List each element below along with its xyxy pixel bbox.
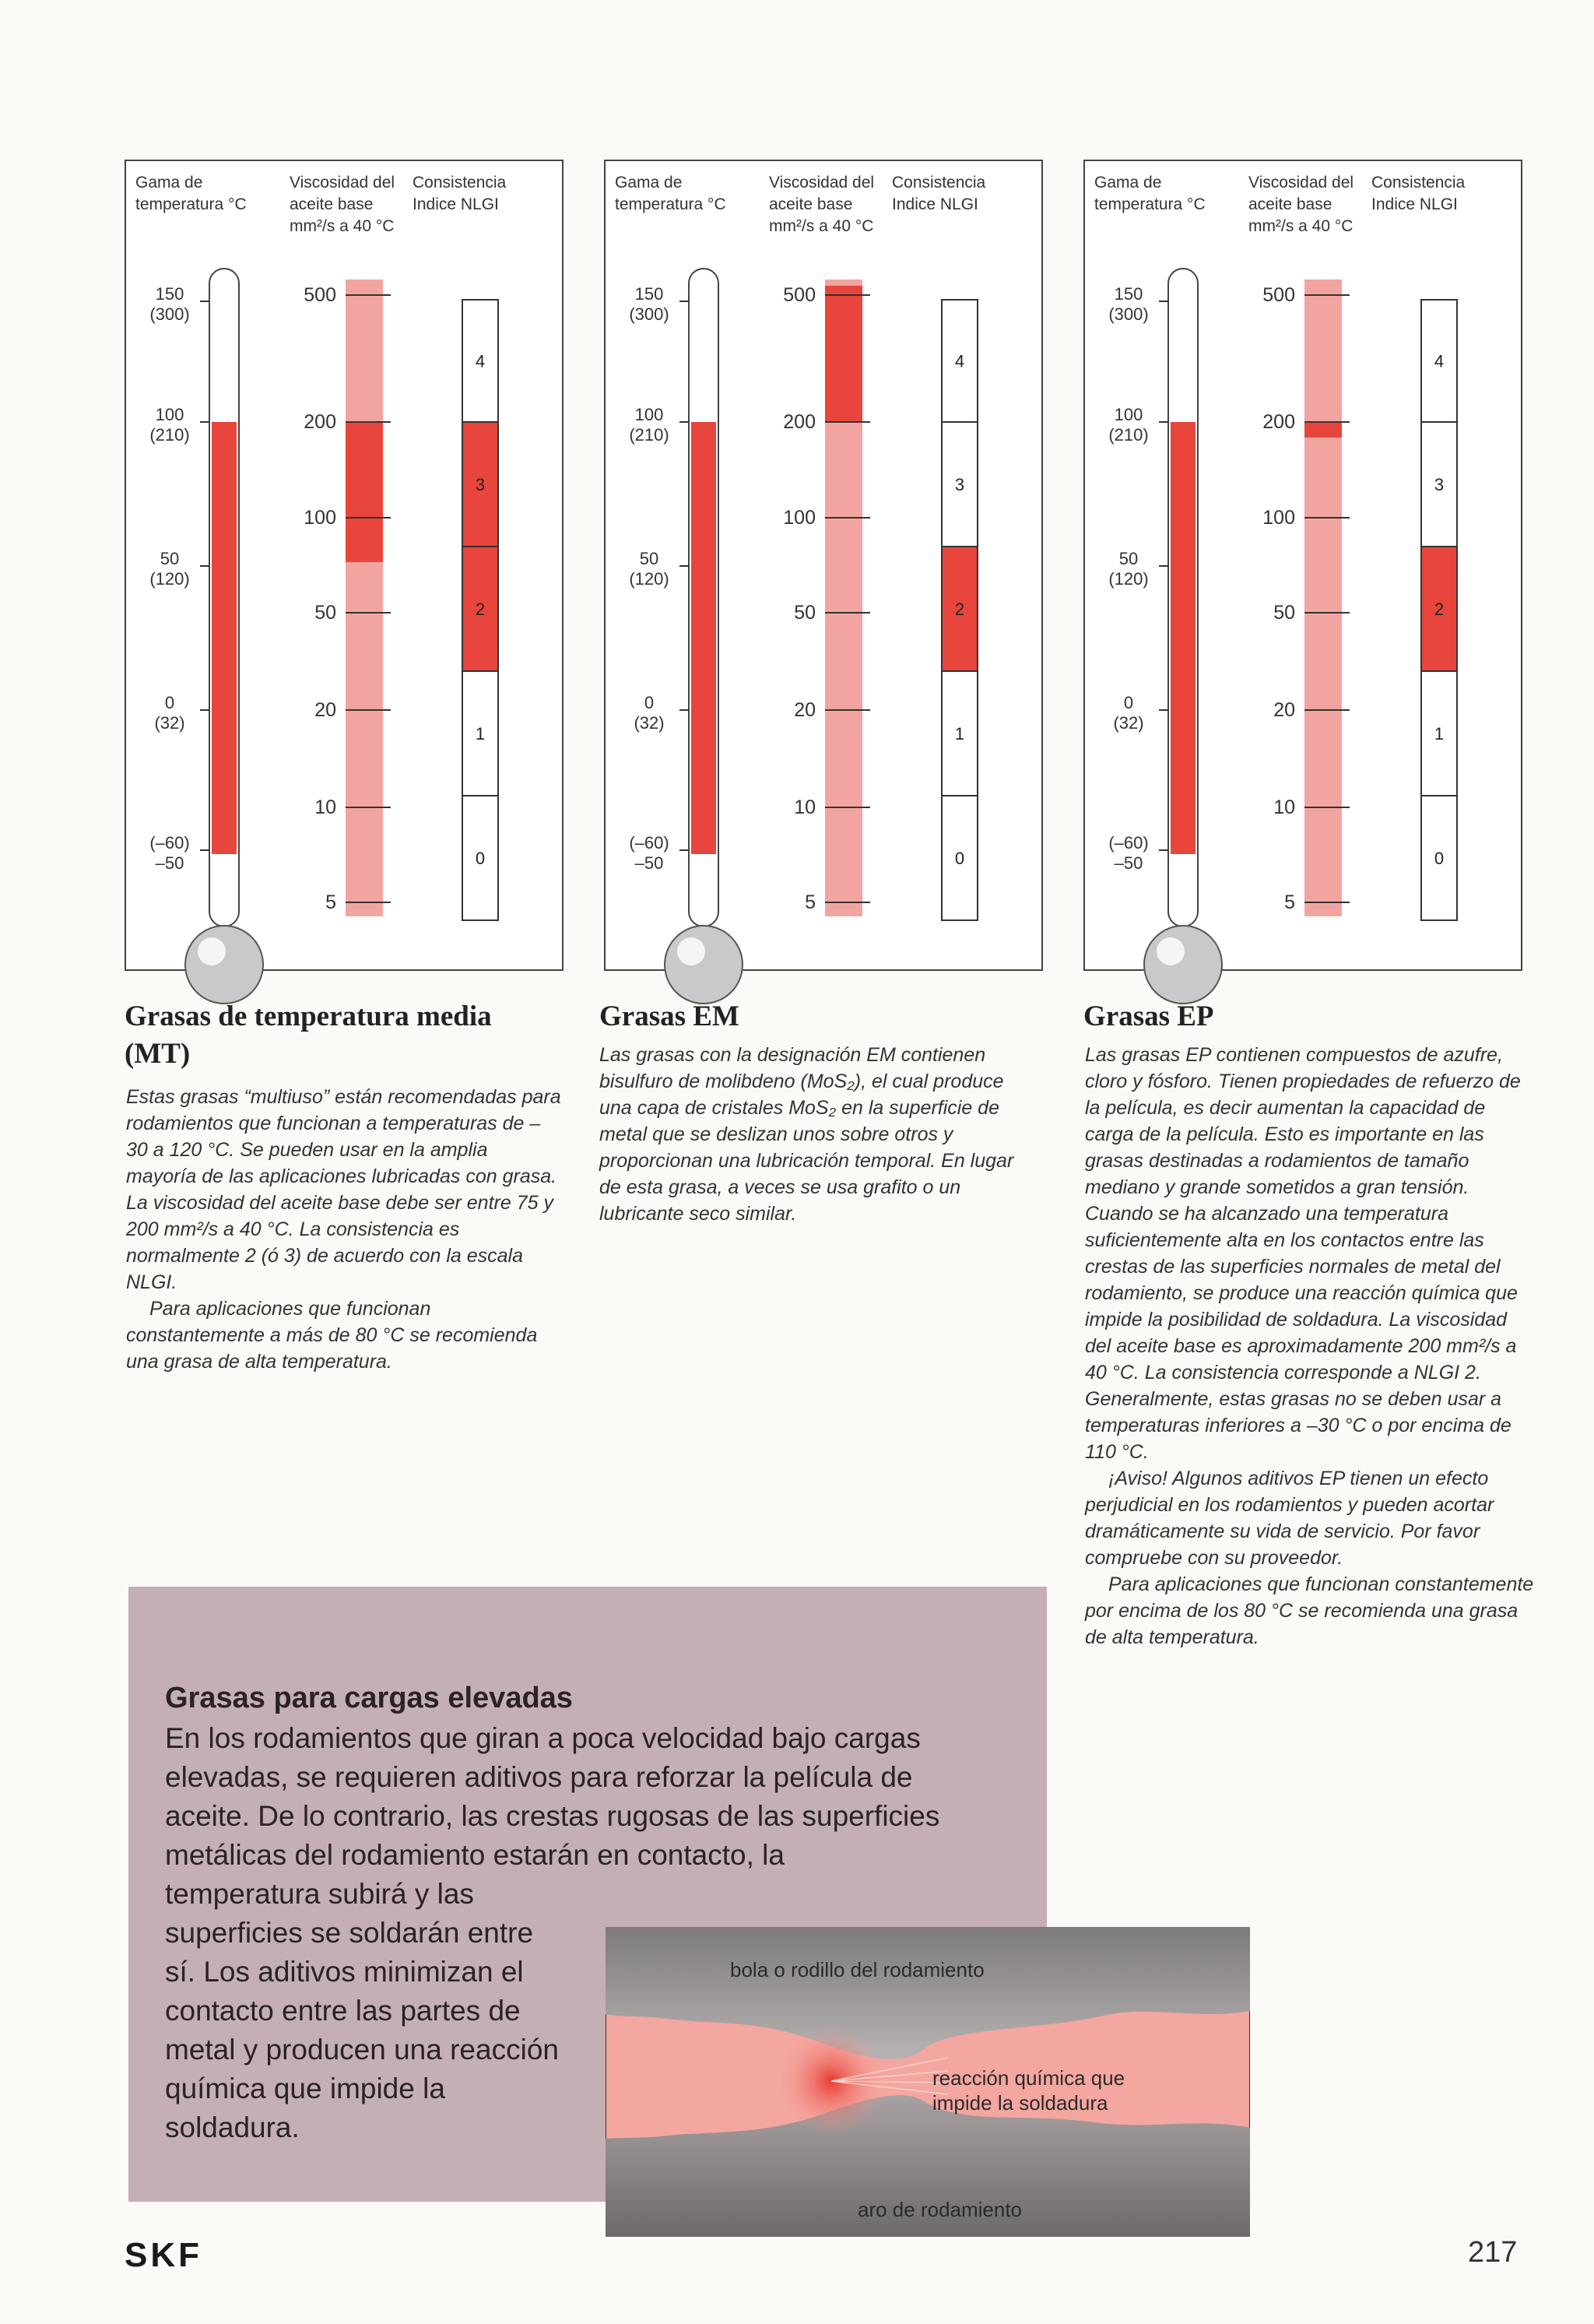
temperature-tick-label: 150 bbox=[1114, 284, 1143, 304]
viscosity-tick-label: 5 bbox=[325, 891, 336, 913]
thermometer-chart bbox=[606, 161, 1041, 1033]
nlgi-cell-label: 2 bbox=[954, 599, 965, 619]
viscosity-tick-label: 100 bbox=[304, 507, 336, 529]
header-viscosity: Viscosidad del aceite base mm²/s a 40 °C bbox=[1248, 174, 1354, 235]
viscosity-range-bar bbox=[825, 286, 862, 422]
temperature-tick-label-sub: (300) bbox=[149, 304, 190, 324]
section-text-ep bbox=[1085, 1042, 1536, 1651]
bulb-highlight bbox=[1157, 937, 1185, 965]
temperature-tick-label: (–60) bbox=[1108, 833, 1149, 853]
viscosity-tick-label: 200 bbox=[783, 411, 816, 433]
nlgi-cell-label: 4 bbox=[475, 351, 486, 371]
viscosity-tick-label: 5 bbox=[1284, 891, 1295, 913]
paragraph: Las grasas con la designación EM contienen bisulfuro de molibdeno (MoS₂), el cual produce una capa de cristales MoS₂ en la superficie de metal que se deslizan unos sobre otros y proporcionan una lubricación temporal. En lugar de esta grasa, a veces se usa grafito o un lubricante seco similar. bbox=[599, 1044, 1014, 1225]
nlgi-cell-label: 4 bbox=[1434, 351, 1445, 371]
temperature-tick-label-sub: (210) bbox=[629, 425, 669, 445]
header-consistency: Consistencia Indice NLGI bbox=[892, 174, 986, 213]
temperature-tick-label-sub: (120) bbox=[1108, 569, 1149, 589]
viscosity-tick-label: 20 bbox=[1273, 699, 1295, 721]
temperature-tick-label-sub: (300) bbox=[1108, 304, 1149, 324]
viscosity-tick-label: 5 bbox=[805, 891, 816, 913]
chart-panel-em bbox=[604, 160, 1043, 971]
temperature-tick-label-sub: (32) bbox=[154, 713, 185, 733]
viscosity-tick-label: 50 bbox=[794, 602, 816, 624]
temperature-tick-label-sub: (120) bbox=[629, 569, 669, 589]
viscosity-tick-label: 500 bbox=[783, 284, 816, 306]
viscosity-tick-label: 200 bbox=[304, 411, 336, 433]
header-viscosity: Viscosidad del aceite base mm²/s a 40 °C bbox=[290, 174, 395, 235]
paragraph: Las grasas EP contienen compuestos de azufre, cloro y fósforo. Tienen propiedades de refuerzo de la película, es decir aumentan la capacidad de carga de la película. Esto es importante en las grasas destinadas a rodamientos de tamaño mediano y grande sometidos a gran tensión. Cuando se ha alcanzado una temperatura suficientemente alta en los contactos entre las crestas de las superficies normales de metal del rodamiento, se produce una reacción química que impide la posibilidad de soldadura. La viscosidad del aceite base es aproximadamente 200 mm²/s a 40 °C. La consistencia corresponde a NLGI 2. Generalmente, estas grasas no se deben usar a temperaturas inferiores a –30 °C o por encima de 110 °C. bbox=[1085, 1044, 1521, 1463]
viscosity-tick-label: 10 bbox=[794, 796, 816, 818]
header-viscosity: Viscosidad del aceite base mm²/s a 40 °C bbox=[769, 174, 875, 235]
section-title-em: Grasas EM bbox=[599, 1000, 739, 1032]
viscosity-tick-label: 10 bbox=[314, 796, 336, 818]
temperature-tick-label-sub: (210) bbox=[149, 425, 190, 445]
box-text-continued: temperatura subirá y las superficies se soldarán entre sí. Los aditivos minimizan el contacto entre las partes de metal y producen una reacción química que impide la soldadura. bbox=[165, 1878, 559, 2143]
temperature-range-bar bbox=[212, 422, 237, 854]
nlgi-cell-label: 3 bbox=[954, 475, 965, 494]
thermometer-bulb bbox=[185, 926, 263, 1004]
viscosity-tick-label: 50 bbox=[314, 602, 336, 624]
welding-contact-diagram bbox=[606, 1927, 1250, 2237]
temperature-tick-label: 100 bbox=[155, 405, 184, 424]
temperature-tick-label-sub: –50 bbox=[634, 853, 664, 873]
temperature-tick-label: 0 bbox=[164, 693, 175, 712]
nlgi-cell-label: 0 bbox=[475, 849, 486, 868]
section-text-mt bbox=[126, 1084, 562, 1375]
paragraph: Estas grasas “multiuso” están recomendadas para rodamientos que funcionan a temperaturas de –30 a 120 °C. Se pueden usar en la amplia mayoría de las aplicaciones lubricadas con grasa. La viscosidad del aceite base debe ser entre 75 y 200 mm²/s a 40 °C. La consistencia es normalmente 2 (ó 3) de acuerdo con la escala NLGI. bbox=[126, 1086, 561, 1293]
viscosity-scale-bar bbox=[1304, 280, 1342, 916]
page-number: 217 bbox=[1468, 2236, 1518, 2269]
nlgi-cell-label: 1 bbox=[954, 724, 965, 744]
viscosity-tick-label: 50 bbox=[1273, 602, 1295, 624]
header-consistency: Consistencia Indice NLGI bbox=[1371, 174, 1466, 213]
section-text-em bbox=[599, 1042, 1035, 1227]
viscosity-tick-label: 100 bbox=[1262, 507, 1295, 529]
nlgi-cell-label: 3 bbox=[1434, 475, 1445, 494]
temperature-tick-label: 50 bbox=[160, 549, 180, 568]
section-title-ep: Grasas EP bbox=[1083, 1000, 1214, 1032]
bulb-highlight bbox=[677, 937, 705, 965]
temperature-tick-label-sub: (300) bbox=[629, 304, 669, 324]
temperature-tick-label: 0 bbox=[1123, 693, 1134, 712]
temperature-range-bar bbox=[1171, 422, 1196, 854]
chart-panel-ep bbox=[1083, 160, 1522, 971]
temperature-tick-label-sub: (32) bbox=[1113, 713, 1144, 733]
temperature-tick-label: 150 bbox=[634, 284, 664, 304]
temperature-range-bar bbox=[691, 422, 716, 854]
viscosity-tick-label: 100 bbox=[783, 507, 816, 529]
chart-panel-mt bbox=[125, 160, 564, 971]
viscosity-tick-label: 500 bbox=[1262, 284, 1295, 306]
paragraph: Para aplicaciones que funcionan constantemente por encima de los 80 °C se recomienda una grasa de alta temperatura. bbox=[1085, 1573, 1534, 1648]
nlgi-cell-label: 2 bbox=[1434, 599, 1445, 619]
temperature-tick-label: 50 bbox=[1118, 549, 1139, 568]
label-rolling-element: bola o rodillo del rodamiento bbox=[730, 1958, 985, 1981]
header-temperature: Gama de temperatura °C bbox=[135, 174, 247, 213]
label-raceway: aro de rodamiento bbox=[858, 2198, 1023, 2221]
nlgi-cell-label: 0 bbox=[1434, 849, 1445, 868]
temperature-tick-label: 150 bbox=[155, 284, 184, 304]
viscosity-tick-label: 10 bbox=[1273, 796, 1295, 818]
temperature-tick-label-sub: –50 bbox=[155, 853, 184, 873]
temperature-tick-label: 50 bbox=[639, 549, 659, 568]
viscosity-scale-bar bbox=[346, 280, 383, 916]
header-temperature: Gama de temperatura °C bbox=[615, 174, 726, 213]
viscosity-tick-label: 20 bbox=[314, 699, 336, 721]
temperature-tick-label-sub: (210) bbox=[1108, 425, 1149, 445]
temperature-tick-label-sub: (120) bbox=[149, 569, 190, 589]
viscosity-range-bar bbox=[1304, 422, 1342, 438]
temperature-tick-label: 100 bbox=[634, 405, 664, 424]
nlgi-cell-label: 4 bbox=[954, 351, 965, 371]
nlgi-cell-label: 1 bbox=[475, 724, 486, 744]
nlgi-cell-label: 3 bbox=[475, 475, 486, 494]
temperature-tick-label-sub: –50 bbox=[1114, 853, 1143, 873]
thermometer-bulb bbox=[665, 926, 743, 1004]
thermometer-chart bbox=[1085, 161, 1521, 1033]
paragraph: Para aplicaciones que funcionan constantemente a más de 80 °C se recomienda una grasa de alta temperatura. bbox=[126, 1298, 538, 1373]
viscosity-tick-label: 200 bbox=[1262, 411, 1295, 433]
nlgi-cell-label: 0 bbox=[954, 849, 965, 868]
header-temperature: Gama de temperatura °C bbox=[1094, 174, 1206, 213]
box-text: En los rodamientos que giran a poca velocidad bajo cargas elevadas, se requieren aditivos para reforzar la película de aceite. De lo contrario, las crestas rugosas de las superficies metálicas del rodamiento estarán en contacto, la bbox=[165, 1722, 940, 1871]
thermometer-chart bbox=[126, 161, 562, 1033]
paragraph: ¡Aviso! Algunos aditivos EP tienen un efecto perjudicial en los rodamientos y pueden acortar dramáticamente su vida de servicio. Por favor compruebe con su proveedor. bbox=[1085, 1468, 1494, 1569]
viscosity-tick-label: 20 bbox=[794, 699, 816, 721]
temperature-tick-label-sub: (32) bbox=[634, 713, 665, 733]
thermometer-bulb bbox=[1144, 926, 1222, 1004]
header-consistency: Consistencia Indice NLGI bbox=[413, 174, 507, 213]
temperature-tick-label: 100 bbox=[1114, 405, 1143, 424]
bulb-highlight bbox=[198, 937, 226, 965]
nlgi-cell-label: 2 bbox=[475, 599, 486, 619]
temperature-tick-label: (–60) bbox=[629, 833, 669, 853]
temperature-tick-label: 0 bbox=[644, 693, 655, 712]
viscosity-range-bar bbox=[346, 422, 383, 562]
skf-logo: SKF bbox=[125, 2236, 202, 2274]
temperature-tick-label: (–60) bbox=[149, 833, 190, 853]
viscosity-tick-label: 500 bbox=[304, 284, 336, 306]
label-reaction: reacción química que impide la soldadura bbox=[932, 2066, 1125, 2115]
label-reaction-box bbox=[932, 2066, 1189, 2128]
nlgi-cell-label: 1 bbox=[1434, 724, 1445, 744]
box-title: Grasas para cargas elevadas bbox=[165, 1682, 573, 1714]
section-title-mt: Grasas de temperatura media (MT) bbox=[125, 1000, 492, 1070]
